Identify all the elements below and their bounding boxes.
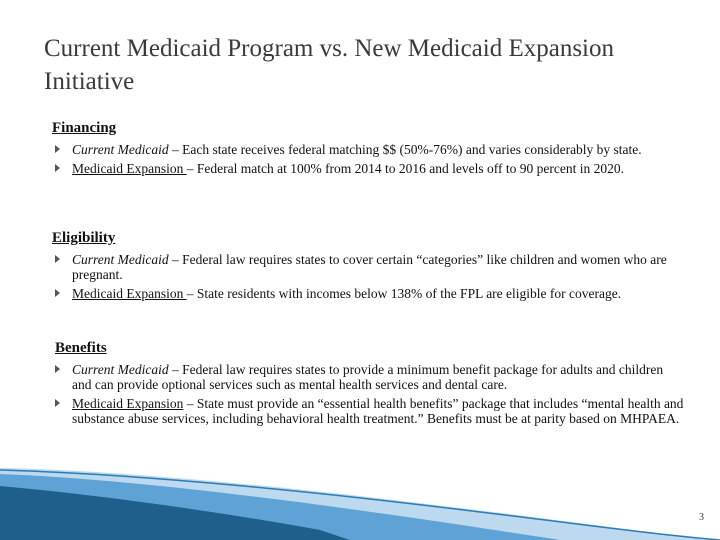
bullet-text: – Each state receives federal matching $$ (50%-76%) and varies considerably by state. [168, 142, 642, 157]
bullet-list-financing [54, 142, 684, 180]
bullet-arrow-icon [55, 255, 60, 263]
section-heading-eligibility: Eligibility [52, 230, 116, 246]
bullet-medicaid-expansion-eligibility [54, 286, 684, 301]
bullet-term: Medicaid Expansion [72, 286, 187, 301]
bullet-arrow-icon [55, 289, 60, 297]
bullet-term: Medicaid Expansion [72, 396, 184, 411]
bullet-text: – Federal law requires states to cover certain “categories” like children and women who are pregnant. [72, 252, 667, 282]
bullet-term: Current Medicaid [72, 362, 169, 377]
bullet-current-medicaid-benefits [54, 362, 684, 392]
bullet-text: – State residents with incomes below 138% of the FPL are eligible for coverage. [186, 286, 622, 301]
bullet-list-benefits [54, 362, 684, 430]
bullet-current-medicaid-financing [54, 142, 684, 157]
bullet-current-medicaid-eligibility [54, 252, 684, 282]
section-heading-financing: Financing [52, 120, 117, 136]
section-heading-benefits: Benefits [55, 340, 107, 356]
bullet-term: Medicaid Expansion [72, 161, 187, 176]
slide-title: Current Medicaid Program vs. New Medicaid Expansion Initiative [44, 35, 615, 95]
bullet-arrow-icon [55, 164, 60, 172]
bullet-arrow-icon [55, 399, 60, 407]
slide-number: 3 [699, 512, 704, 523]
bullet-arrow-icon [55, 365, 60, 373]
bullet-medicaid-expansion-benefits [54, 396, 684, 426]
bullet-text: – Federal law requires states to provide a minimum benefit package for adults and children and can provide optional services such as mental health services and dental care. [72, 362, 664, 392]
bullet-term: Current Medicaid [72, 252, 169, 267]
bullet-list-eligibility [54, 252, 684, 305]
bullet-medicaid-expansion-financing [54, 161, 684, 176]
bullet-text: – Federal match at 100% from 2014 to 2016 and levels off to 90 percent in 2020. [186, 161, 625, 176]
bullet-arrow-icon [55, 145, 60, 153]
bullet-term: Current Medicaid [72, 142, 169, 157]
bullet-text: – State must provide an “essential health benefits” package that includes “mental health and substance abuse services, including behavioral health treatment.” Benefits must be at parity based on MHPAEA. [72, 396, 684, 426]
